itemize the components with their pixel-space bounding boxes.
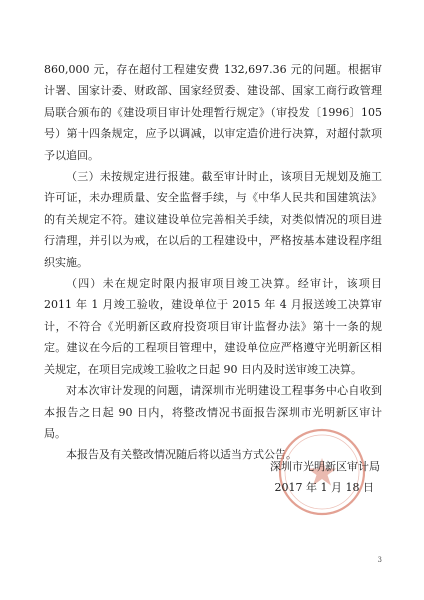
page-number: 3 — [377, 556, 382, 564]
signature-date: 2017 年 1 月 18 日 — [274, 481, 374, 494]
paragraph-continuation: 860,000 元，存在超付工程建安费 132,697.36 元的问题。根据审计署、国家计委、财政部、国家经贸委、建设部、国家工商行政管理局联合颁布的《建设项目审计处理暂行规定》（审投发〔1996〕105 号）第十四条规定，应予以调减，以审定造价进行决算，对超付款项予以追回。 — [44, 63, 382, 162]
paragraph-rectification-request: 对本次审计发现的问题，请深圳市光明建设工程事务中心自收到本报告之日起 90 日内，将整改情况书面报告深圳市光明新区审计局。 — [44, 384, 382, 440]
paragraph-item-4: （四）未在规定时限内报审项目竣工决算。经审计，该项目 2011 年 1 月竣工验收，建设单位于 2015 年 4 月报送竣工决算审计，不符合《光明新区政府投资项目审计监督办法》第十一条的规定。建议在今后的工程项目管理中，建设单位应严格遵守光明新区相关规定，在项目完成竣工验收之日起 90 日内及时送审竣工决算。 — [44, 277, 382, 376]
signature-organization: 深圳市光明新区审计局 — [270, 460, 380, 473]
paragraph-item-3: （三）未按规定进行报建。截至审计时止，该项目无规划及施工许可证，未办理质量、安全监督手续，与《中华人民共和国建筑法》的有关规定不符。建议建设单位完善相关手续，对类似情况的项目进行清理，并引以为戒，在以后的工程建设中，严格按基本建设程序组织实施。 — [44, 170, 382, 269]
paragraph-announcement: 本报告及有关整改情况随后将以适当方式公告。 — [66, 448, 297, 462]
document-body — [44, 59, 382, 466]
